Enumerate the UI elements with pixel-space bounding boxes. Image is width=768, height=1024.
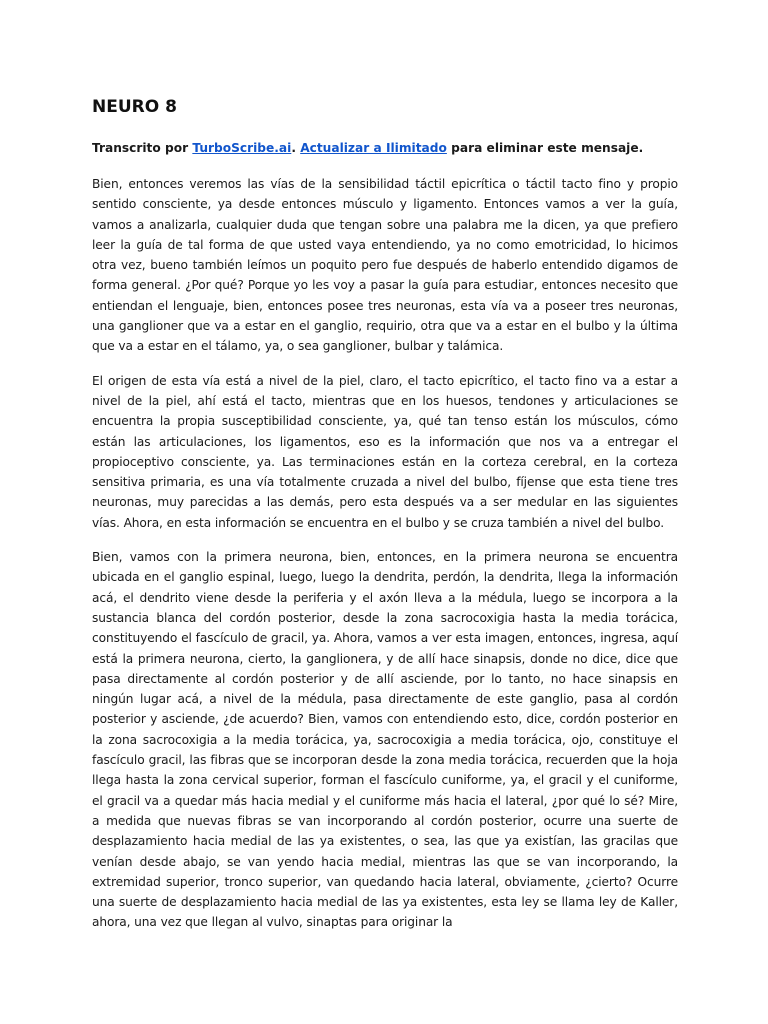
document-page [92, 96, 678, 947]
upgrade-link[interactable]: Actualizar a Ilimitado [300, 141, 447, 155]
paragraph-3: Bien, vamos con la primera neurona, bien, entonces, en la primera neurona se encuentra ubicada en el ganglio espinal, luego, luego la dendrita, perdón, la dendrita, llega la información acá, el dendrito viene desde la periferia y el axón lleva a la médula, luego se incorpora a la sustancia blanca del cordón posterior, desde la zona sacrocoxigia hasta la media torácica, constituyendo el fascículo de gracil, ya. Ahora, vamos a ver esta imagen, entonces, ingresa, aquí está la primera neurona, cierto, la ganglionera, y de allí hace sinapsis, donde no dice, dice que pasa directamente al cordón posterior y de allí asciende, por lo tanto, no hace sinapsis en ningún lugar acá, a nivel de la médula, pasa directamente de este ganglio, pasa al cordón posterior y asciende, ¿de acuerdo? Bien, vamos con entendiendo esto, dice, cordón posterior en la zona sacrocoxigia a la media torácica, ya, sacrocoxigia a media torácica, ojo, constituye el fascículo gracil, las fibras que se incorporan desde la zona media torácica, recuerden que la hoja llega hasta la zona cervical superior, forman el fascículo cuniforme, ya, el gracil y el cuniforme, el gracil va a quedar más hacia medial y el cuniforme más hacia el lateral, ¿por qué lo sé? Mire, a medida que nuevas fibras se van incorporando al cordón posterior, ocurre una suerte de desplazamiento hacia medial de las ya existentes, o sea, las que ya existían, las gracilas que venían desde abajo, se van yendo hacia medial, mientras las que se van incorporando, la extremidad superior, tronco superior, van quedando hacia lateral, obviamente, ¿cierto? Ocurre una suerte de desplazamiento hacia medial de las ya existentes, esta ley se llama ley de Kaller, ahora, una vez que llegan al vulvo, sinaptas para originar la [92, 550, 678, 930]
notice-middle: . [291, 141, 301, 155]
paragraph-1: Bien, entonces veremos las vías de la sensibilidad táctil epicrítica o táctil tacto fino y propio sentido consciente, ya desde entonces músculo y ligamento. Entonces vamos a ver la guía, vamos a analizarla, cualquier duda que tengan sobre una palabra me la dicen, ya que prefiero leer la guía de tal forma de que usted vaya entendiendo, ya no como emotricidad, lo hicimos otra vez, bueno también leímos un poquito pero fue después de haberlo entendido digamos de forma general. ¿Por qué? Porque yo les voy a pasar la guía para estudiar, entonces necesito que entiendan el lenguaje, bien, entonces posee tres neuronas, esta vía va a poseer tres neuronas, una ganglioner que va a estar en el ganglio, requirio, otra que va a estar en el bulbo y la última que va a estar en el tálamo, ya, o sea ganglioner, bulbar y talámica. [92, 177, 678, 354]
turboscribe-link[interactable]: TurboScribe.ai [192, 141, 292, 155]
document-title: NEURO 8 [92, 97, 177, 117]
transcription-notice [92, 138, 678, 158]
paragraph-2: El origen de esta vía está a nivel de la piel, claro, el tacto epicrítico, el tacto fino va a estar a nivel de la piel, ahí está el tacto, mientras que en los huesos, tendones y articulaciones se encuentra la propia susceptibilidad consciente, ya, qué tan tenso están los músculos, cómo están las articulaciones, los ligamentos, eso es la información que nos va a entregar el propioceptivo consciente, ya. Las terminaciones están en la corteza cerebral, en la corteza sensitiva primaria, es una vía totalmente cruzada a nivel del bulbo, fíjense que esta tiene tres neuronas, muy parecidas a las demás, pero esta después va a ser medular en las siguientes vías. Ahora, en esta información se encuentra en el bulbo y se cruza también a nivel del bulbo. [92, 373, 678, 530]
notice-prefix: Transcrito por [92, 141, 193, 155]
notice-suffix: para eliminar este mensaje. [446, 141, 644, 155]
